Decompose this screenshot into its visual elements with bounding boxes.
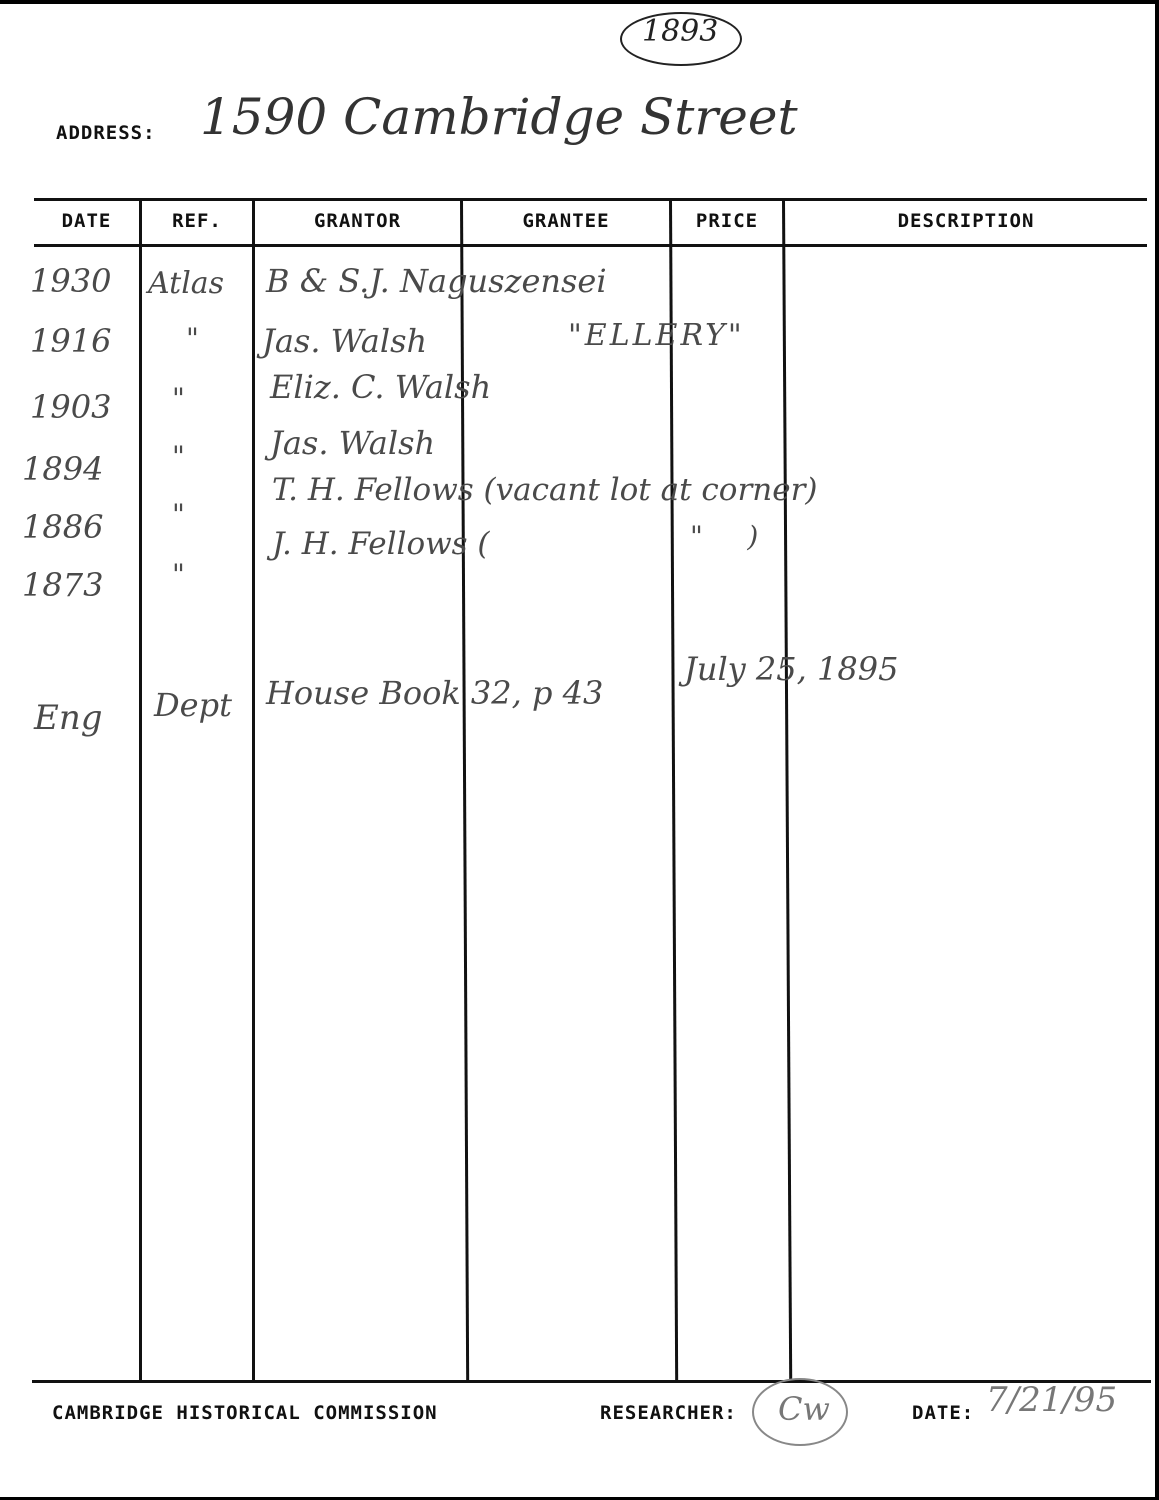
row-grantor: Jas. Walsh <box>262 322 428 360</box>
row-ref: " <box>172 440 185 473</box>
row-date: Eng <box>34 698 103 738</box>
row-grantor: B & S.J. Naguszensei <box>266 262 607 300</box>
row-ref: " <box>186 322 199 355</box>
row-grantor: House Book 32, p 43 <box>266 674 604 712</box>
address-label: ADDRESS: <box>56 122 156 144</box>
row-grantor: Eliz. C. Walsh <box>270 368 492 406</box>
table-bottom-rule <box>32 1380 1151 1383</box>
row-ref: " <box>172 558 185 591</box>
row-ref: " <box>172 498 185 531</box>
row-grantor: Jas. Walsh <box>270 424 436 462</box>
row-price: July 25, 1895 <box>684 650 899 688</box>
header-description: DESCRIPTION <box>897 210 1035 232</box>
row-date: 1894 <box>22 450 104 488</box>
row-date: 1903 <box>30 388 112 426</box>
address-value: 1590 Cambridge Street <box>200 88 798 146</box>
row-ref: " <box>172 382 185 415</box>
scan-border-top <box>0 0 1159 4</box>
row-grantor: J. H. Fellows ( <box>272 526 490 562</box>
scan-border-right <box>1155 0 1159 1500</box>
row-ref: Dept <box>154 686 232 724</box>
column-divider-price-description <box>782 200 792 1380</box>
researcher-initials: Cw <box>778 1390 830 1428</box>
header-grantor: GRANTOR <box>313 210 402 232</box>
header-grantee: GRANTEE <box>522 210 610 232</box>
row-date: 1930 <box>30 262 112 300</box>
row-date: 1916 <box>30 322 112 360</box>
row-date: 1873 <box>22 566 104 604</box>
column-divider-grantee-price <box>669 200 678 1380</box>
commission-name: CAMBRIDGE HISTORICAL COMMISSION <box>52 1402 438 1424</box>
header-ref: REF. <box>172 210 222 232</box>
date-label: DATE: <box>912 1402 975 1424</box>
row-note: "ELLERY" <box>568 318 745 353</box>
row-note: " ) <box>690 520 759 553</box>
date-value: 7/21/95 <box>986 1380 1118 1420</box>
table-top-rule <box>34 198 1147 201</box>
table-header-rule <box>34 244 1147 247</box>
row-date: 1886 <box>22 508 104 546</box>
column-divider-date-ref <box>139 200 142 1380</box>
header-price: PRICE <box>695 210 759 232</box>
row-grantor: T. H. Fellows (vacant lot at corner) <box>272 472 818 508</box>
column-divider-ref-grantor <box>252 200 255 1380</box>
researcher-label: RESEARCHER: <box>600 1402 737 1424</box>
year-stamp: 1893 <box>642 14 719 49</box>
row-ref: Atlas <box>148 266 225 301</box>
header-date: DATE <box>61 210 112 232</box>
